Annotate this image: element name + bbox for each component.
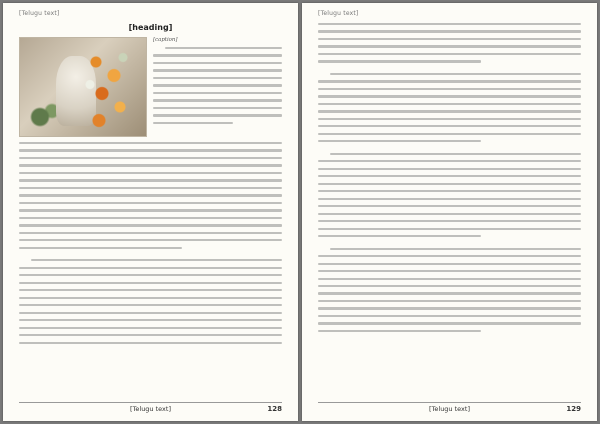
text-line: [31, 259, 282, 261]
text-line: [318, 133, 581, 135]
text-line: [19, 232, 282, 234]
text-line: [153, 99, 282, 101]
text-line: [318, 103, 581, 105]
text-line: [318, 140, 481, 142]
text-line: [330, 73, 581, 75]
text-line: [318, 307, 581, 309]
right-footer-rule: [318, 402, 581, 403]
text-line: [318, 213, 581, 215]
text-line: [318, 270, 581, 272]
text-line: [19, 289, 282, 291]
left-footer: [19, 405, 282, 413]
text-line: [19, 327, 282, 329]
text-line: [19, 142, 282, 144]
right-footer-title: [Telugu text]: [428, 405, 470, 413]
right-page-number: 129: [566, 405, 581, 413]
text-line: [318, 220, 581, 222]
text-line: [19, 239, 282, 241]
text-line: [19, 164, 282, 166]
text-line: [19, 224, 282, 226]
text-line: [318, 110, 581, 112]
text-line: [19, 304, 282, 306]
text-line: [19, 334, 282, 336]
right-paragraphs: [318, 23, 581, 332]
text-line: [318, 95, 581, 97]
text-line: [19, 274, 282, 276]
text-line: [19, 247, 182, 249]
text-line: [318, 198, 581, 200]
text-line: [19, 149, 282, 151]
text-line: [153, 92, 282, 94]
text-line: [19, 209, 282, 211]
right-page: [302, 3, 597, 421]
photo-garland: [78, 44, 138, 134]
text-line: [153, 77, 282, 79]
text-line: [153, 107, 282, 109]
text-line: [19, 312, 282, 314]
text-line: [153, 54, 282, 56]
text-line: [19, 179, 282, 181]
text-line: [330, 153, 581, 155]
text-line: [153, 122, 233, 124]
text-line: [318, 263, 581, 265]
left-paragraphs: [19, 142, 282, 344]
text-line: [318, 300, 581, 302]
text-line: [153, 69, 282, 71]
figure-row: [19, 37, 282, 137]
text-line: [318, 60, 481, 62]
text-line: [19, 319, 282, 321]
right-footer: [318, 405, 581, 413]
text-line: [318, 88, 581, 90]
text-line: [19, 202, 282, 204]
text-line: [318, 278, 581, 280]
text-line: [318, 235, 481, 237]
text-line: [318, 315, 581, 317]
photo-caption: [caption]: [153, 37, 178, 43]
chapter-heading: [heading]: [128, 23, 173, 32]
text-line: [19, 157, 282, 159]
text-line: [19, 342, 282, 344]
text-line: [318, 175, 581, 177]
right-running-head: [Telugu text]: [318, 10, 359, 17]
left-running-head: [Telugu text]: [19, 10, 60, 17]
text-line: [318, 168, 581, 170]
text-line: [19, 194, 282, 196]
text-line: [318, 118, 581, 120]
text-line: [318, 53, 581, 55]
text-line: [318, 80, 581, 82]
figure-side-text: [153, 37, 282, 137]
text-line: [318, 23, 581, 25]
left-page-number: 128: [267, 405, 282, 413]
text-line: [153, 62, 282, 64]
left-footer-rule: [19, 402, 282, 403]
text-line: [318, 125, 581, 127]
text-line: [318, 160, 581, 162]
text-line: [318, 183, 581, 185]
text-line: [19, 187, 282, 189]
right-body: [318, 23, 581, 393]
text-line: [318, 205, 581, 207]
text-line: [318, 322, 581, 324]
left-page: [3, 3, 298, 421]
text-line: [318, 228, 581, 230]
text-line: [153, 114, 282, 116]
text-line: [318, 190, 581, 192]
left-body: [19, 23, 282, 393]
devotional-photo: [19, 37, 147, 137]
text-line: [19, 282, 282, 284]
text-line: [318, 292, 581, 294]
text-line: [19, 297, 282, 299]
text-line: [318, 255, 581, 257]
text-line: [19, 172, 282, 174]
text-line: [19, 267, 282, 269]
text-line: [318, 285, 581, 287]
text-line: [318, 45, 581, 47]
text-line: [165, 47, 282, 49]
text-line: [318, 38, 581, 40]
text-line: [318, 30, 581, 32]
text-line: [330, 248, 581, 250]
text-line: [19, 217, 282, 219]
text-line: [153, 84, 282, 86]
text-line: [318, 330, 481, 332]
left-footer-title: [Telugu text]: [129, 405, 171, 413]
